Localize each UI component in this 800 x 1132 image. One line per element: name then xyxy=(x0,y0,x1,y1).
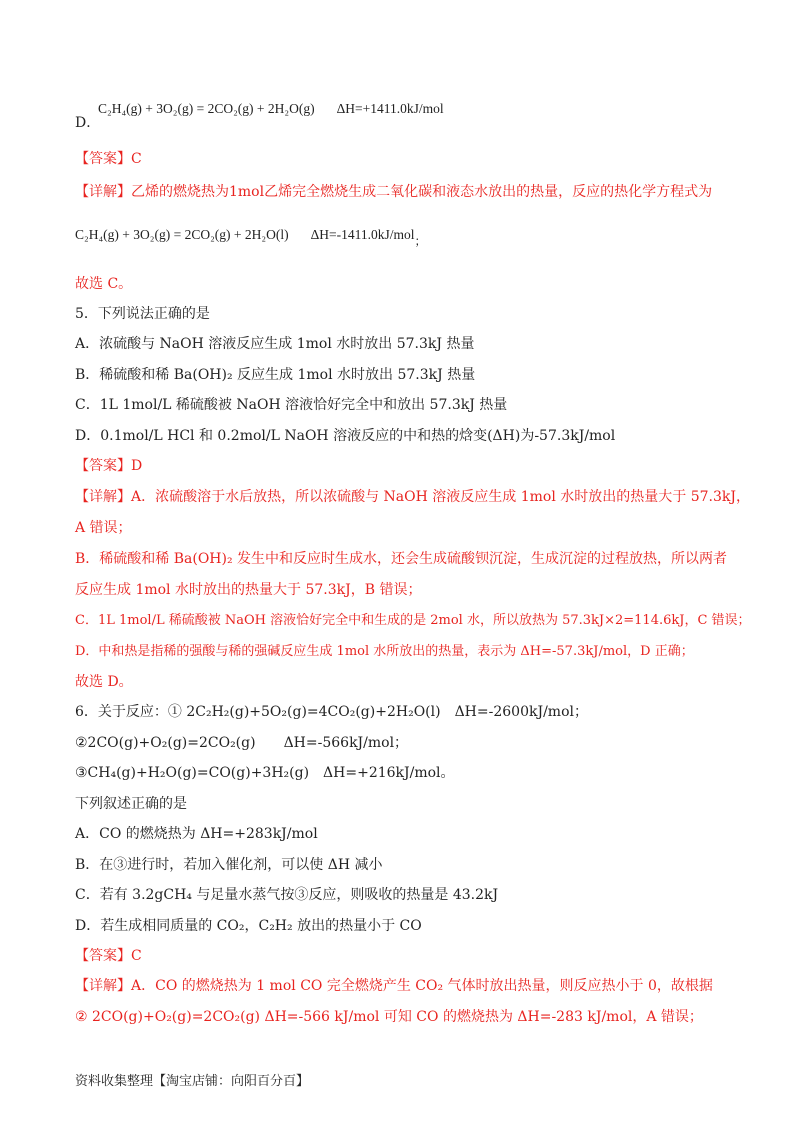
q5-detail-line: B．稀硫酸和稀 Ba(OH)₂ 发生中和反应时生成水，还会生成硫酸钡沉淀，生成沉淀的过程放热，所以两者 xyxy=(75,551,728,567)
equation-text: C₂H₄(g) + 3O₂(g) = 2CO₂(g) + 2H₂O(g) xyxy=(98,101,315,116)
q4-option-d-label: D． xyxy=(75,115,101,131)
q5-stem: 5．下列说法正确的是 xyxy=(75,306,210,322)
q5-option-b: B．稀硫酸和稀 Ba(OH)₂ 反应生成 1mol 水时放出 57.3kJ 热量 xyxy=(75,367,476,383)
q6-option-c: C．若有 3.2gCH₄ 与足量水蒸气按③反应，则吸收的热量是 43.2kJ xyxy=(75,887,499,903)
q5-detail-line: A 错误； xyxy=(75,520,132,536)
q4-detail-equation xyxy=(75,226,427,248)
q6-stem-line: 6．关于反应：① 2C₂H₂(g)+5O₂(g)=4CO₂(g)+2H₂O(l) ΔH=-2600kJ/mol； xyxy=(75,704,588,720)
q5-option-c: C．1L 1mol/L 稀硫酸被 NaOH 溶液恰好完全中和放出 57.3kJ 热量 xyxy=(75,397,508,413)
q5-detail-line: C．1L 1mol/L 稀硫酸被 NaOH 溶液恰好完全中和生成的是 2mol 水，所以放热为 57.3kJ×2=114.6kJ，C 错误； xyxy=(75,613,751,628)
q5-detail-line: 反应生成 1mol 水时放出的热量大于 57.3kJ，B 错误； xyxy=(75,582,422,598)
q6-option-b: B．在③进行时，若加入催化剂，可以使 ΔH 减小 xyxy=(75,857,383,873)
enthalpy-text: ΔH=-1411.0kJ/mol xyxy=(310,227,415,242)
q6-option-a: A．CO 的燃烧热为 ΔH=+283kJ/mol xyxy=(75,826,318,842)
q6-detail-line: 【详解】A．CO 的燃烧热为 1 mol CO 完全燃烧产生 CO₂ 气体时放出热量，则反应热小于 0，故根据 xyxy=(75,978,713,994)
q5-conclusion: 故选 D。 xyxy=(75,674,133,690)
equation-text: C₂H₄(g) + 3O₂(g) = 2CO₂(g) + 2H₂O(l) xyxy=(75,227,289,242)
page-footer: 资料收集整理【淘宝店铺：向阳百分百】 xyxy=(75,1074,310,1089)
q5-detail-line: D．中和热是指稀的强酸与稀的强碱反应生成 1mol 水所放出的热量，表示为 ΔH=-57.3kJ/mol，D 正确； xyxy=(75,644,694,659)
q6-answer: 【答案】C xyxy=(75,948,142,964)
q5-option-a: A．浓硫酸与 NaOH 溶液反应生成 1mol 水时放出 57.3kJ 热量 xyxy=(75,336,475,352)
q4-option-d-equation xyxy=(98,100,444,118)
q4-conclusion: 故选 C。 xyxy=(75,276,133,292)
q5-answer: 【答案】D xyxy=(75,458,143,474)
q6-stem-line: ②2CO(g)+O₂(g)=2CO₂(g) ΔH=-566kJ/mol； xyxy=(75,735,409,751)
q6-detail-line: ② 2CO(g)+O₂(g)=2CO₂(g) ΔH=-566 kJ/mol 可知 CO 的燃烧热为 ΔH=-283 kJ/mol，A 错误； xyxy=(75,1009,703,1025)
q5-option-d: D．0.1mol/L HCl 和 0.2mol/L NaOH 溶液反应的中和热的焓变(ΔH)为-57.3kJ/mol xyxy=(75,428,616,444)
q6-stem-line: 下列叙述正确的是 xyxy=(75,796,187,812)
q4-detail: 【详解】乙烯的燃烧热为1mol乙烯完全燃烧生成二氧化碳和液态水放出的热量，反应的热化学方程式为 xyxy=(75,184,713,200)
q6-stem-line: ③CH₄(g)+H₂O(g)=CO(g)+3H₂(g) ΔH=+216kJ/mol。 xyxy=(75,765,455,781)
enthalpy-text: ΔH=+1411.0kJ/mol xyxy=(336,101,444,116)
q6-option-d: D．若生成相同质量的 CO₂，C₂H₂ 放出的热量小于 CO xyxy=(75,918,422,934)
q4-answer: 【答案】C xyxy=(75,151,142,167)
semicolon: ； xyxy=(414,234,427,248)
q5-detail-line: 【详解】A．浓硫酸溶于水后放热，所以浓硫酸与 NaOH 溶液反应生成 1mol 水时放出的热量大于 57.3kJ， xyxy=(75,489,750,505)
